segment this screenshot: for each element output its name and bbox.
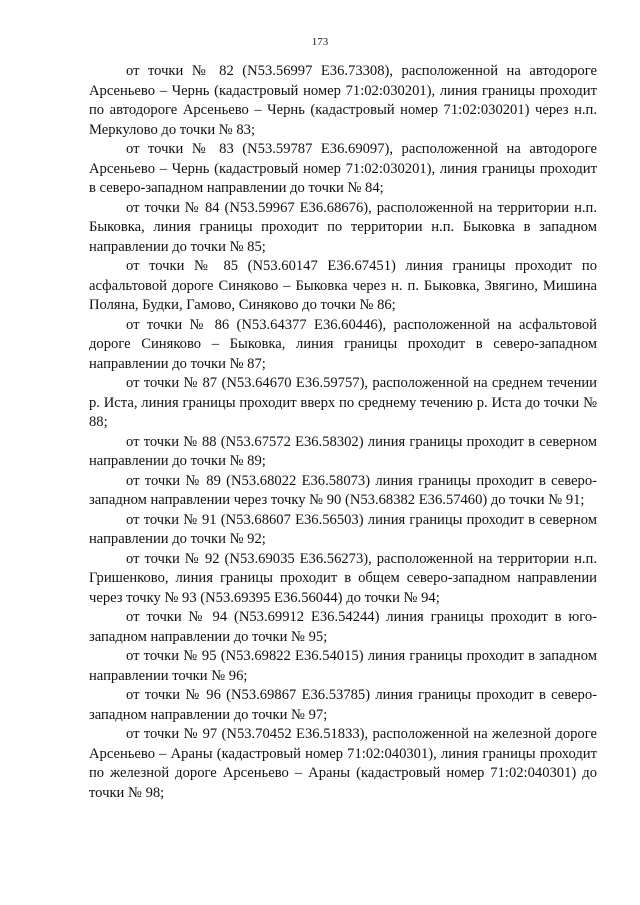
paragraph-point-87: от точки № 87 (N53.64670 E36.59757), расположенной на среднем течении р. Иста, линия границы проходит вверх по среднему течению р. Иста до точки № 88;	[89, 375, 597, 430]
paragraph-point-84: от точки № 84 (N53.59967 E36.68676), расположенной на территории н.п. Быковка, линия границы проходит по территории н.п. Быковка в западном направлении до точки № 85;	[89, 199, 597, 255]
paragraph-point-86: от точки № 86 (N53.64377 E36.60446), расположенной на асфальтовой дороге Синяково – Быковка, линия границы проходит в северо-западном направлении до точки № 87;	[89, 316, 597, 372]
paragraph-point-82: от точки № 82 (N53.56997 E36.73308), расположенной на автодороге Арсеньево – Чернь (кадастровый номер 71:02:030201), линия границы проходит по автодороге Арсеньево – Чернь (кадастровый номер 71:02:030201) через н.п. Меркулово до точки № 83;	[89, 63, 597, 138]
document-body	[89, 62, 597, 803]
page-number: 173	[311, 36, 329, 48]
paragraph-point-96: от точки № 96 (N53.69867 E36.53785) линия границы проходит в северо-западном направлении до точки № 97;	[89, 687, 597, 723]
paragraph-point-97: от точки № 97 (N53.70452 E36.51833), расположенной на железной дороге Арсеньево – Араны (кадастровый номер 71:02:040301), линия границы проходит по железной дороге Арсеньево – Араны (кадастровый номер 71:02:040301) до точки № 98;	[89, 726, 597, 801]
paragraph-point-95: от точки № 95 (N53.69822 E36.54015) линия границы проходит в западном направлении точки № 96;	[89, 648, 597, 684]
paragraph-point-94: от точки № 94 (N53.69912 E36.54244) линия границы проходит в юго-западном направлении до точки № 95;	[89, 609, 597, 645]
paragraph-point-91: от точки № 91 (N53.68607 E36.56503) линия границы проходит в северном направлении до точки № 92;	[89, 511, 597, 547]
paragraph-point-88: от точки № 88 (N53.67572 E36.58302) линия границы проходит в северном направлении до точки № 89;	[89, 433, 597, 469]
paragraph-point-83: от точки № 83 (N53.59787 E36.69097), расположенной на автодороге Арсеньево – Чернь (кадастровый номер 71:02:030201), линия границы проходит в северо-западном направлении до точки № 84;	[89, 141, 597, 196]
paragraph-point-85: от точки № 85 (N53.60147 E36.67451) линия границы проходит по асфальтовой дороге Синяково – Быковка через н. п. Быковка, Звягино, Мишина Поляна, Будки, Гамово, Синяково до точки № 86;	[89, 258, 597, 313]
paragraph-point-92: от точки № 92 (N53.69035 E36.56273), расположенной на территории н.п. Гришенково, линия границы проходит в общем северо-западном направлении через точку № 93 (N53.69395 E36.56044) до точки № 94;	[89, 550, 597, 606]
paragraph-point-89: от точки № 89 (N53.68022 E36.58073) линия границы проходит в северо-западном направлении через точку № 90 (N53.68382 E36.57460) до точки № 91;	[89, 472, 597, 508]
